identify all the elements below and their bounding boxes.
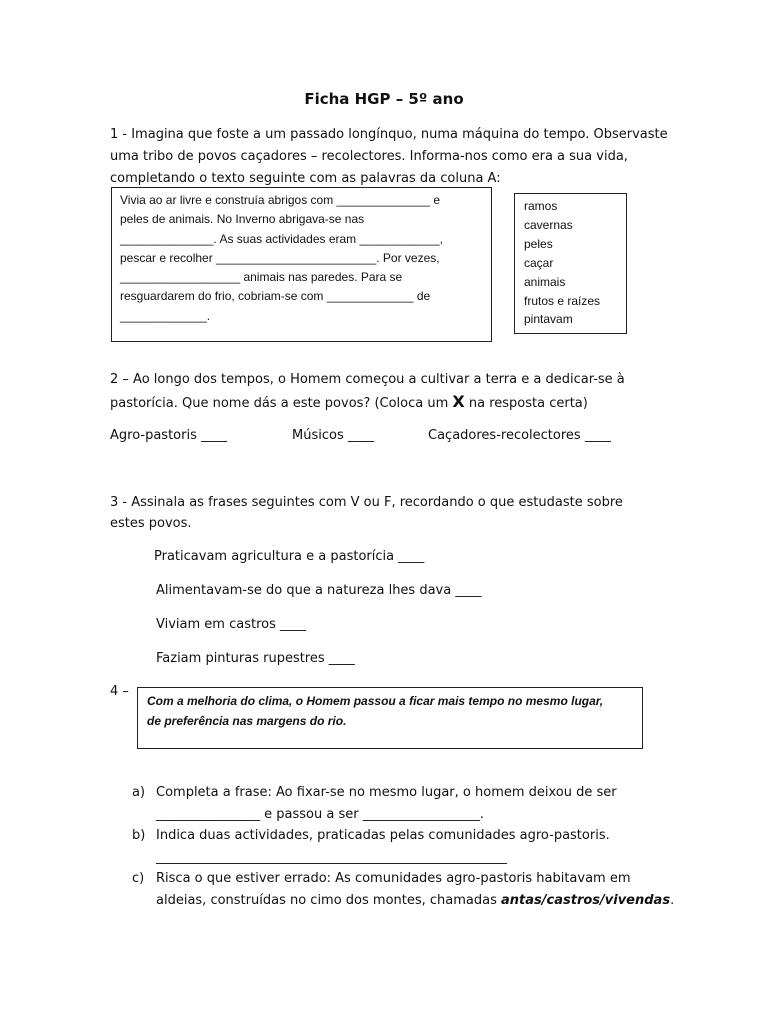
q4-box-line-2: de preferência nas margens do rio.: [147, 714, 347, 728]
q3-text-line-2: estes povos.: [110, 516, 192, 531]
q4-item-b-answer-line: ______________________________________________________: [156, 850, 507, 865]
q1-box-line-1: Vivia ao ar livre e construía abrigos com ______________ e: [120, 193, 440, 207]
q3-statement-4: Faziam pinturas rupestres ____: [156, 651, 355, 666]
word-pintavam: pintavam: [524, 312, 573, 327]
word-cacar: caçar: [524, 255, 554, 270]
q2-option-cacadores-recolectores: Caçadores-recolectores ____: [428, 428, 611, 443]
word-ramos: ramos: [524, 199, 558, 213]
word-animais: animais: [524, 274, 566, 289]
x-mark: X: [452, 392, 465, 411]
q4-item-b-line-1: Indica duas actividades, praticadas pelas comunidades agro-pastoris.: [156, 828, 610, 843]
q1-box-line-6: resguardarem do frio, cobriam-se com _____________ de: [120, 289, 431, 304]
q4-item-a-line-2: ________________ e passou a ser __________________.: [156, 807, 484, 822]
q1-word-list-box: [514, 193, 627, 334]
q1-box-line-3: ______________. As suas actividades eram ____________,: [120, 231, 443, 246]
q4-item-c-line-2: [156, 890, 674, 912]
q2-line2-end: na resposta certa): [464, 396, 588, 411]
q2-option-musicos: Músicos ____: [292, 428, 374, 443]
q1-box-line-7: _____________.: [120, 308, 211, 323]
q1-text-line-1: 1 - Imagina que foste a um passado longínquo, numa máquina do tempo. Observaste: [110, 127, 668, 142]
q4-item-b-label: b): [132, 828, 146, 843]
q4-item-c-line-2-start: aldeias, construídas no cimo dos montes, chamadas: [156, 893, 502, 908]
q1-box-line-4: pescar e recolher ________________________. Por vezes,: [120, 250, 440, 265]
q3-text-line-1: 3 - Assinala as frases seguintes com V ou F, recordando o que estudaste sobre: [110, 495, 623, 510]
q4-item-c-label: c): [132, 871, 145, 886]
q1-box-line-2: peles de animais. No Inverno abrigava-se nas: [120, 212, 365, 227]
q4-text-box: [137, 687, 643, 749]
q1-box-line-5: __________________ animais nas paredes. Para se: [120, 270, 403, 285]
word-peles: peles: [524, 236, 553, 251]
q2-text-line-2: [110, 391, 588, 415]
q4-number: 4 –: [110, 684, 129, 699]
q2-text-line-1: 2 – Ao longo dos tempos, o Homem começou a cultivar a terra e a dedicar-se à: [110, 372, 625, 387]
page-title: Ficha HGP – 5º ano: [304, 90, 464, 108]
q3-statement-1: Praticavam agricultura e a pastorícia ____: [154, 549, 425, 564]
q1-text-line-3: completando o texto seguinte com as palavras da coluna A:: [110, 171, 501, 186]
q4-item-c-line-1: Risca o que estiver errado: As comunidades agro-pastoris habitavam em: [156, 871, 631, 886]
q1-text-box: [111, 187, 492, 342]
q4-item-c-options: antas/castros/vivendas: [501, 893, 671, 908]
word-frutos-e-raizes: frutos e raízes: [524, 293, 601, 308]
q3-statement-3: Viviam em castros ____: [156, 617, 306, 632]
q4-item-a-label: a): [132, 785, 146, 800]
word-cavernas: cavernas: [524, 217, 573, 232]
q1-text-line-2: uma tribo de povos caçadores – recolectores. Informa-nos como era a sua vida,: [110, 149, 628, 164]
q2-line2-start: pastorícia. Que nome dás a este povos? (Coloca um: [110, 396, 453, 411]
q3-statement-2: Alimentavam-se do que a natureza lhes dava ____: [156, 583, 482, 598]
q2-option-agro-pastoris: Agro-pastoris ____: [110, 428, 227, 443]
q4-box-line-1: Com a melhoria do clima, o Homem passou a ficar mais tempo no mesmo lugar,: [147, 694, 604, 708]
q4-item-c-line-2-end: .: [670, 893, 675, 908]
q4-item-a-line-1: Completa a frase: Ao fixar-se no mesmo lugar, o homem deixou de ser: [156, 785, 617, 800]
